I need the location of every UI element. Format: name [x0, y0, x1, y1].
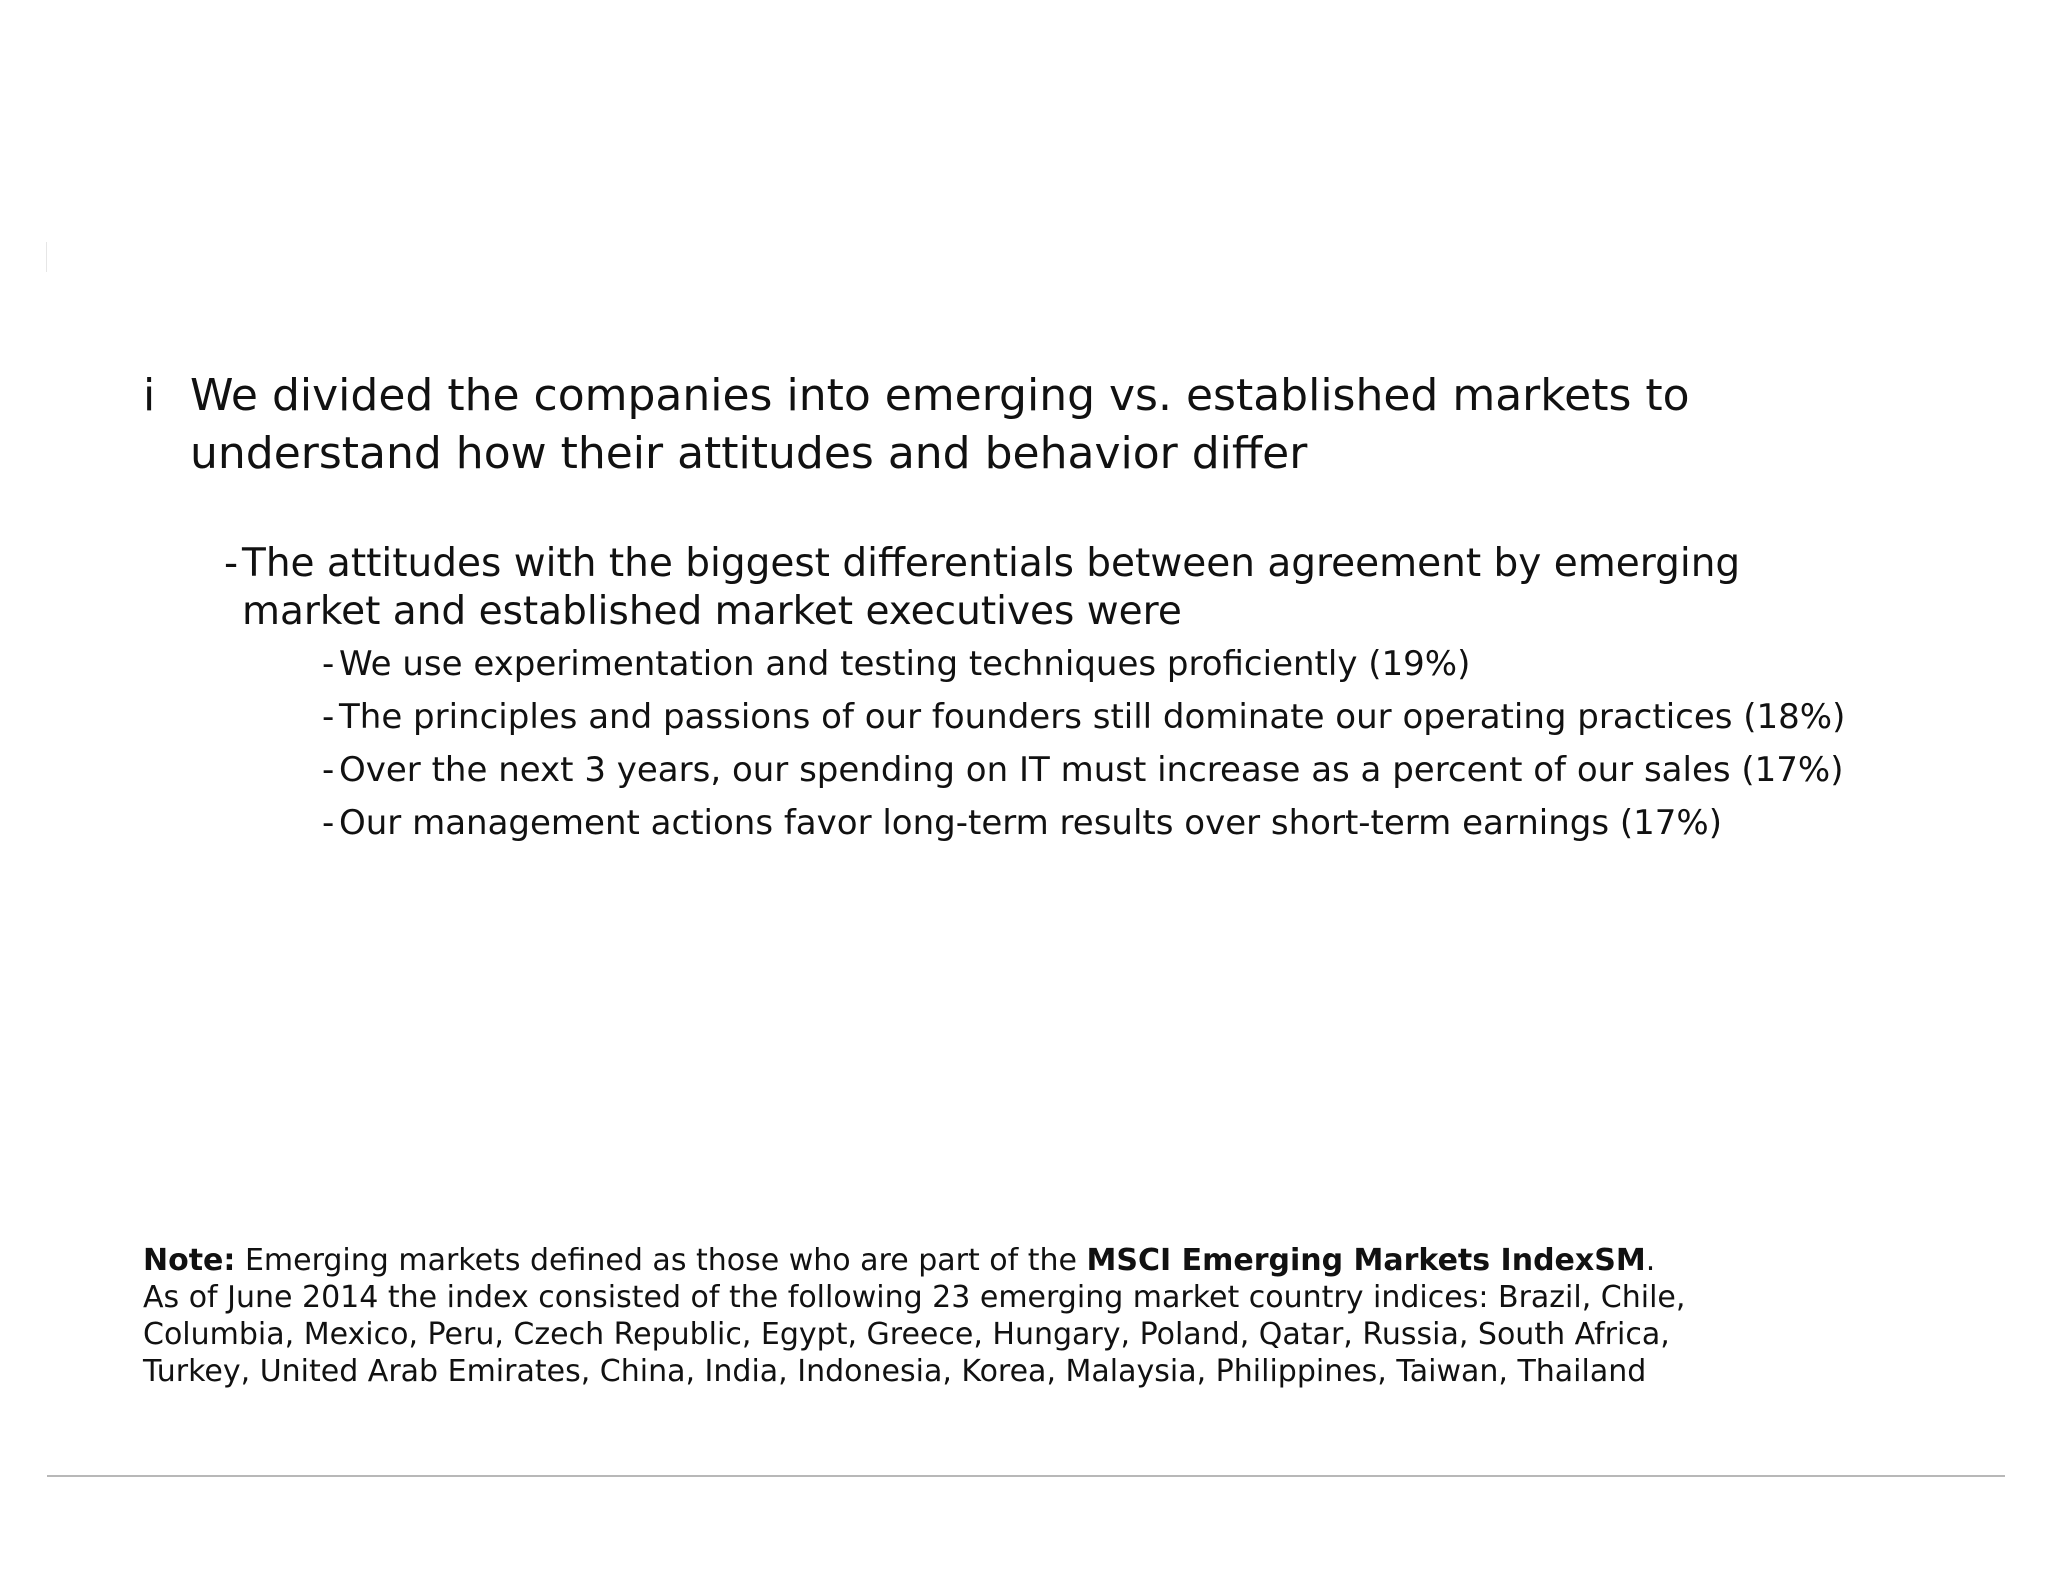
attitude-list — [322, 643, 1882, 855]
dash-marker: - — [224, 541, 239, 586]
bullet-marker: i — [143, 370, 156, 421]
main-bullet — [143, 367, 1843, 483]
footnote — [143, 1242, 1763, 1390]
edge-mark — [46, 242, 47, 272]
dash-marker: - — [322, 750, 335, 790]
note-body: As of June 2014 the index consisted of the following 23 emerging market country indices: Brazil, Chile, Columbia, Mexico, Peru, Czech Republic, Egypt, Greece, Hungary, Poland, Qatar, Russia, South Africa, Turkey, United Arab Emirates, China, India, Indonesia, Korea, Malaysia, Philippines, Taiwan, Thailand — [143, 1280, 1686, 1389]
dash-marker: - — [322, 803, 335, 843]
note-period: . — [1645, 1243, 1656, 1278]
index-name: MSCI Emerging Markets IndexSM — [1086, 1243, 1646, 1278]
footer-divider — [47, 1475, 2005, 1477]
dash-marker: - — [322, 697, 335, 737]
attitude-item — [322, 802, 1882, 845]
attitude-text: Over the next 3 years, our spending on IT must increase as a percent of our sales (17%) — [339, 750, 1844, 790]
sub-bullet — [224, 540, 1864, 636]
attitude-text: We use experimentation and testing techniques proficiently (19%) — [339, 644, 1471, 684]
attitude-item — [322, 749, 1882, 792]
attitude-item — [322, 643, 1882, 686]
sub-bullet-text: The attitudes with the biggest differentials between agreement by emerging market and established market executives were — [242, 541, 1741, 634]
note-intro: Emerging markets defined as those who are part of the — [235, 1243, 1087, 1278]
dash-marker: - — [322, 644, 335, 684]
attitude-item — [322, 696, 1882, 739]
attitude-text: The principles and passions of our founders still dominate our operating practices (18%) — [339, 697, 1846, 737]
attitude-text: Our management actions favor long-term results over short-term earnings (17%) — [339, 803, 1722, 843]
main-bullet-text: We divided the companies into emerging vs. established markets to understand how their attitudes and behavior differ — [190, 370, 1690, 479]
note-label: Note: — [143, 1243, 236, 1278]
